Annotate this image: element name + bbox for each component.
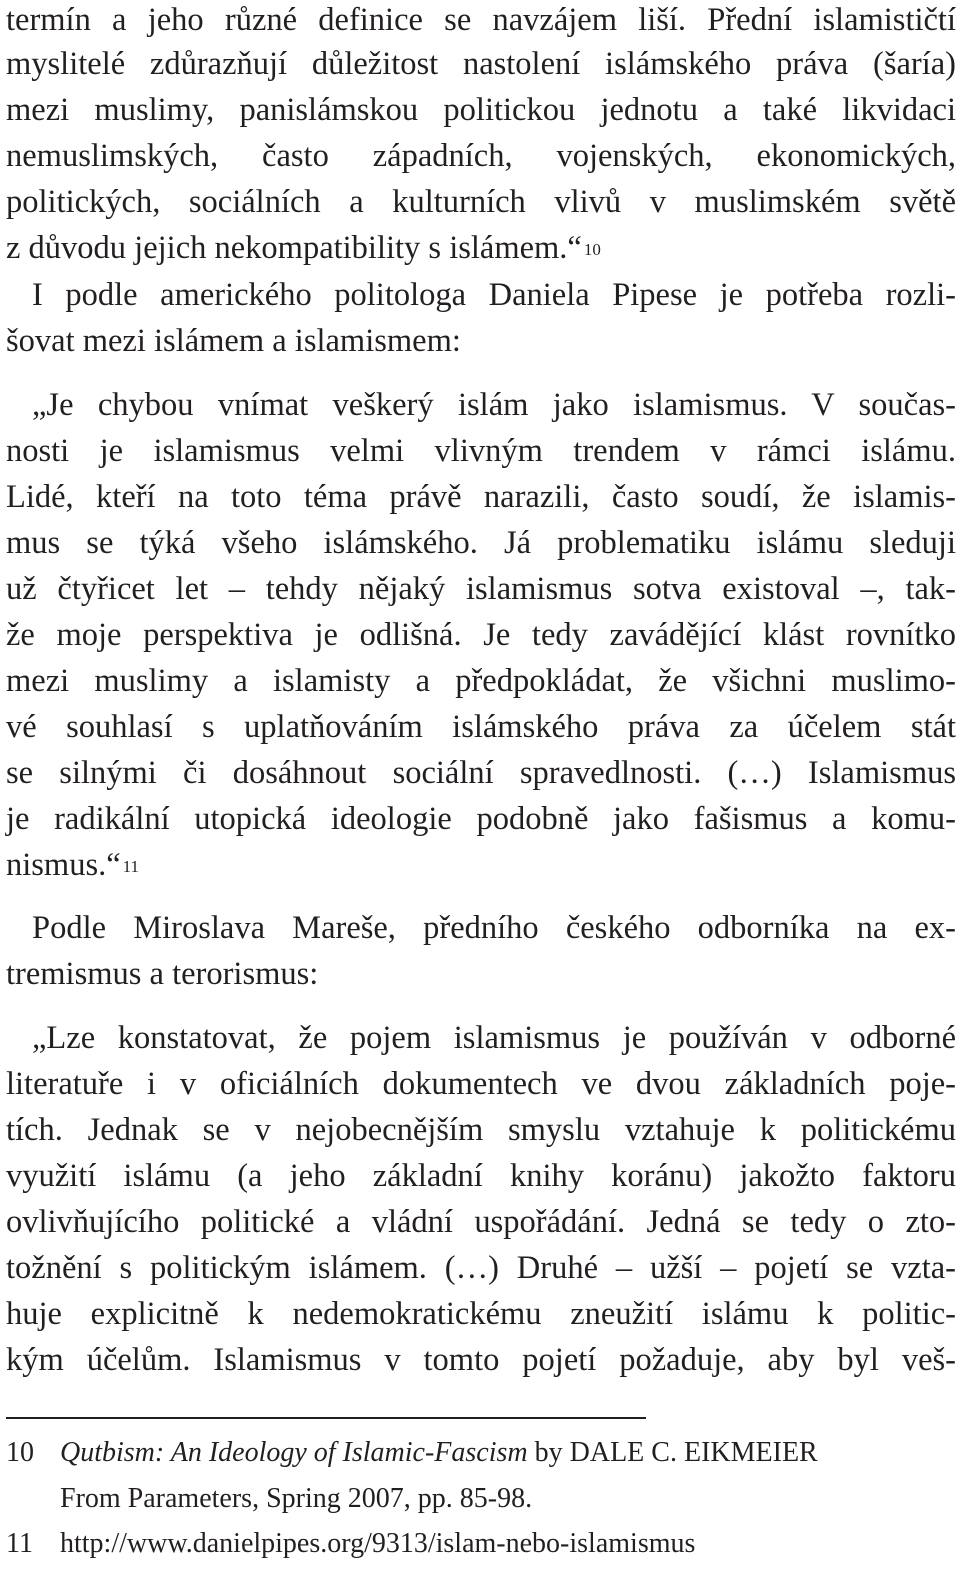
text-line [6, 799, 956, 839]
text-line [6, 275, 956, 315]
text-line-content: vé souhlasí s uplatňováním islámského práva za účelem stát [6, 709, 956, 745]
text-line [6, 707, 956, 747]
text-line-content: už čtyřicet let – tehdy nějaký islamismus sotva existoval –, tak- [6, 571, 956, 607]
text-line-content: huje explicitně k nedemokratickému zneužití islámu k politic- [6, 1296, 956, 1332]
text-line-content: tremismus a terorismus: [6, 956, 319, 992]
text-line-content: kým účelům. Islamismus v tomto pojetí požaduje, aby byl veš- [6, 1342, 956, 1378]
text-line [6, 954, 956, 994]
text-line-content: „Lze konstatovat, že pojem islamismus je používán v odborné [32, 1020, 956, 1056]
text-line-content: „Je chybou vnímat veškerý islám jako islamismus. V součas- [32, 387, 956, 423]
text-line-content: nismus.“ [6, 847, 121, 883]
text-line [6, 615, 956, 655]
text-line-content: že moje perspektiva je odlišná. Je tedy zavádějící klást rovnítko [6, 617, 956, 653]
text-line [6, 136, 956, 176]
text-line-content: literatuře i v oficiálních dokumentech ve dvou základních poje- [6, 1066, 956, 1102]
text-line-content: mezi muslimy, panislámskou politickou jednotu a také likvidaci [6, 92, 956, 128]
text-line-content: Podle Miroslava Mareše, předního českého odborníka na ex- [32, 910, 956, 946]
text-line [6, 908, 956, 948]
footnote-reference: 10 [583, 240, 601, 259]
footnote-text [60, 1436, 818, 1470]
text-line-content: mus se týká všeho islámského. Já problematiku islámu sleduji [6, 525, 956, 561]
text-line-content: tích. Jednak se v nejobecnějším smyslu vztahuje k politickému [6, 1112, 956, 1148]
text-line [6, 431, 956, 471]
text-line [6, 1294, 956, 1334]
footnote-url: http://www.danielpipes.org/9313/islam-nebo-islamismus [60, 1528, 696, 1559]
footnote-number: 10 [6, 1437, 34, 1468]
text-line [6, 753, 956, 793]
text-line-content: ovlivňujícího politické a vládní uspořádání. Jedná se tedy o zto- [6, 1204, 956, 1240]
footnote-separator [6, 1417, 646, 1419]
text-line [6, 385, 956, 425]
text-line-content: nemuslimských, často západních, vojenských, ekonomických, [6, 138, 956, 174]
text-line [6, 1018, 956, 1058]
footnote-source: From Parameters, Spring 2007, pp. 85-98. [60, 1483, 533, 1514]
text-line-content: tožnění s politickým islámem. (…) Druhé – užší – pojetí se vzta- [6, 1250, 956, 1286]
footnote-reference: 11 [122, 857, 140, 876]
text-line [6, 1110, 956, 1150]
text-line-content: mezi muslimy a islamisty a předpokládat, že všichni muslimo- [6, 663, 956, 699]
text-line-content: nosti je islamismus velmi vlivným trendem v rámci islámu. [6, 433, 956, 469]
text-line [6, 661, 956, 701]
text-line-content: Lidé, kteří na toto téma právě narazili, často soudí, že islamis- [6, 479, 956, 515]
text-line [6, 845, 956, 885]
text-line [6, 1064, 956, 1104]
text-line [6, 182, 956, 222]
text-line [6, 1248, 956, 1288]
text-line-content: myslitelé zdůrazňují důležitost nastolení islámského práva (šaría) [6, 46, 956, 82]
text-line [6, 523, 956, 563]
text-line-content: termín a jeho různé definice se navzájem liší. Přední islamističtí [6, 2, 956, 38]
text-line-content: z důvodu jejich nekompatibility s islámem.“ [6, 230, 582, 266]
text-line-content: využití islámu (a jeho základní knihy koránu) jakožto faktoru [6, 1158, 956, 1194]
text-line [6, 1340, 956, 1380]
text-line-content: šovat mezi islámem a islamismem: [6, 323, 461, 359]
text-line-content: je radikální utopická ideologie podobně jako fašismus a komu- [6, 801, 956, 837]
text-line [6, 477, 956, 517]
footnote-title: Qutbism: An Ideology of Islamic-Fascism [60, 1437, 528, 1468]
text-line [6, 1156, 956, 1196]
text-line [6, 569, 956, 609]
footnote-author: by DALE C. EIKMEIER [527, 1437, 818, 1468]
text-line [6, 0, 956, 40]
text-line [6, 321, 956, 361]
text-line [6, 1202, 956, 1242]
text-line-content: I podle amerického politologa Daniela Pipese je potřeba rozli- [32, 277, 956, 313]
footnote-number: 11 [6, 1528, 33, 1559]
text-line-content: politických, sociálních a kulturních vlivů v muslimském světě [6, 184, 956, 220]
text-line [6, 90, 956, 130]
text-line [6, 44, 956, 84]
text-line-content: se silnými či dosáhnout sociální spravedlnosti. (…) Islamismus [6, 755, 956, 791]
text-line [6, 228, 956, 268]
